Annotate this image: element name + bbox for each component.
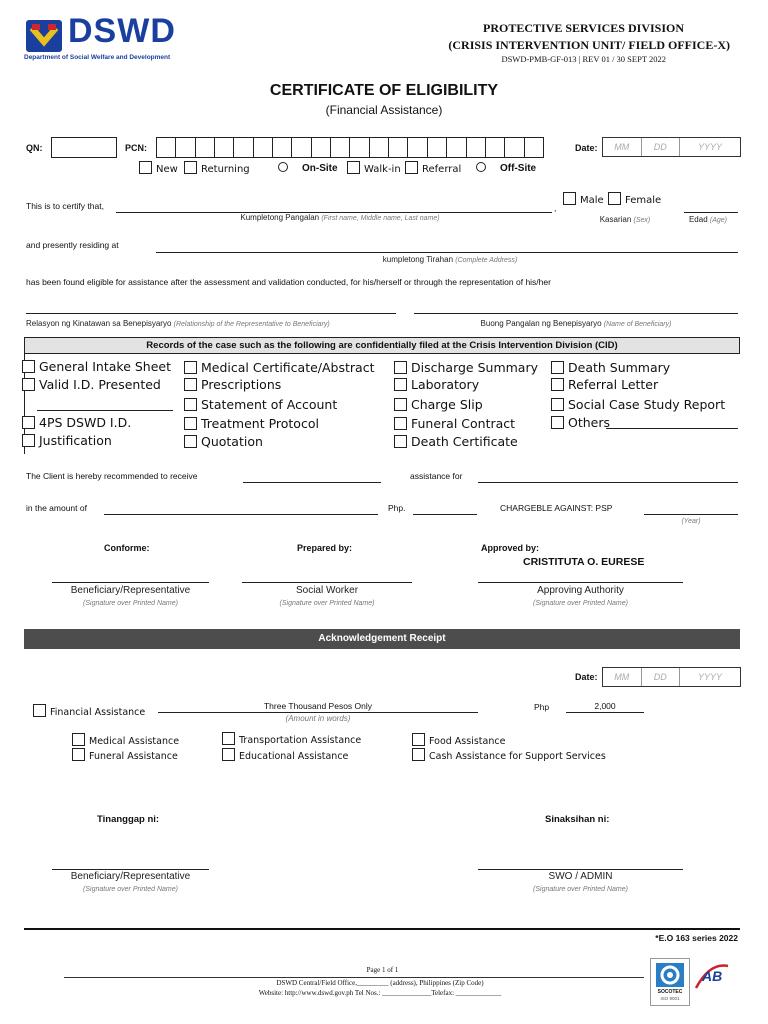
doc-death-summary[interactable]: Death Summary [551, 360, 670, 375]
date-label: Date: [575, 143, 598, 153]
approved-signature-line[interactable] [478, 582, 683, 583]
checkbox-icon [22, 360, 35, 373]
receipt-amount-line[interactable] [566, 712, 644, 713]
logo-subtitle: Department of Social Welfare and Development [24, 54, 171, 61]
footer-divider [24, 928, 740, 930]
amount-in-words-value: Three Thousand Pesos Only [263, 701, 373, 711]
checkbox-icon [139, 161, 152, 174]
food-assistance-checkbox[interactable]: Food Assistance [412, 733, 505, 747]
approver-name: CRISTITUTA O. EURESE [523, 556, 645, 568]
year-line[interactable] [644, 514, 738, 515]
checkbox-icon [184, 417, 197, 430]
date-input[interactable] [602, 137, 741, 157]
doc-statement-of-account[interactable]: Statement of Account [184, 397, 337, 412]
year-caption: (Year) [681, 518, 701, 525]
checkbox-icon [222, 748, 235, 761]
beneficiary-name-line[interactable] [414, 313, 738, 314]
checkbox-icon [394, 417, 407, 430]
footer-address-divider [64, 977, 644, 978]
doc-referral-letter[interactable]: Referral Letter [551, 377, 658, 392]
doc-others[interactable]: Others [551, 415, 610, 430]
division-title: PROTECTIVE SERVICES DIVISION [483, 21, 684, 35]
receipt-date-yyyy: YYYY [679, 668, 740, 686]
eligible-text: has been found eligible for assistance after the assessment and validation conducted, for his/herself or through the representation of his/her [26, 277, 551, 287]
date-yyyy: YYYY [679, 138, 740, 156]
checkbox-icon [394, 378, 407, 391]
conforme-signature-line[interactable] [52, 582, 209, 583]
client-recommend-text: The Client is hereby recommended to receive [26, 471, 198, 481]
receipt-date-mm: MM [614, 672, 630, 682]
assistance-for-line[interactable] [478, 482, 738, 483]
swo-admin-label: SWO / ADMIN [548, 871, 613, 882]
qn-input[interactable] [51, 137, 117, 158]
referral-checkbox[interactable]: Referral [405, 161, 461, 175]
cash-assistance-checkbox[interactable]: Cash Assistance for Support Services [412, 748, 606, 762]
swo-admin-caption: (Signature over Printed Name) [533, 886, 628, 893]
checkbox-icon [33, 704, 46, 717]
checkbox-icon [347, 161, 360, 174]
checkbox-icon [22, 434, 35, 447]
male-checkbox[interactable]: Male [563, 192, 604, 206]
checkbox-icon [394, 435, 407, 448]
checkbox-icon [22, 416, 35, 429]
doc-prescriptions[interactable]: Prescriptions [184, 377, 281, 392]
pcn-label: PCN: [125, 143, 147, 153]
checkbox-icon [551, 416, 564, 429]
assistance-for-label: assistance for [410, 471, 463, 481]
doc-social-case-study[interactable]: Social Case Study Report [551, 397, 725, 412]
checkbox-icon [184, 378, 197, 391]
doc-medical-certificate[interactable]: Medical Certificate/Abstract [184, 360, 374, 375]
checkbox-icon [222, 732, 235, 745]
checkbox-icon [184, 398, 197, 411]
date-dd: DD [641, 138, 680, 156]
comma: , [554, 203, 557, 213]
amount-in-words-caption: (Amount in words) [285, 714, 351, 723]
checkbox-icon [184, 361, 197, 374]
logo-text: DSWD [68, 12, 176, 50]
financial-assistance-checkbox[interactable]: Financial Assistance [33, 704, 145, 718]
date-mm: MM [614, 142, 630, 152]
doc-treatment-protocol[interactable]: Treatment Protocol [184, 416, 319, 431]
conforme-label: Conforme: [104, 543, 150, 553]
chargeable-label: CHARGEBLE AGAINST: PSP [500, 503, 613, 513]
qn-label: QN: [26, 143, 43, 153]
amount-line[interactable] [104, 514, 378, 515]
checkbox-icon [563, 192, 576, 205]
checkbox-icon [412, 733, 425, 746]
iso-label: ISO 9001 [660, 996, 680, 1001]
age-caption: Edad (Age) [688, 215, 728, 224]
assistance-type-line[interactable] [243, 482, 381, 483]
radio-icon [278, 162, 288, 172]
valid-id-line[interactable] [37, 410, 173, 411]
office-address: DSWD Central/Field Office,_________ (address), Philippines (Zip Code) [276, 979, 484, 987]
walk-in-checkbox[interactable]: Walk-in [347, 161, 401, 175]
contact-info: Website: http://www.dswd.gov.ph Tel Nos.: ______________Telefax: _____________ [258, 989, 502, 997]
ab-label: AB [702, 968, 723, 984]
checkbox-icon [184, 161, 197, 174]
doc-valid-id[interactable]: Valid I.D. Presented [22, 377, 161, 392]
socotec-certification-icon [652, 961, 688, 991]
checkbox-icon [412, 748, 425, 761]
doc-justification[interactable]: Justification [22, 433, 112, 448]
doc-death-certificate[interactable]: Death Certificate [394, 434, 518, 449]
php-line[interactable] [413, 514, 477, 515]
approving-authority-sig-caption: (Signature over Printed Name) [533, 600, 628, 607]
age-line[interactable] [684, 212, 738, 213]
pcn-input[interactable] [156, 137, 544, 158]
received-by-label: Tinanggap ni: [97, 814, 160, 825]
prepared-by-label: Prepared by: [297, 543, 353, 553]
dswd-emblem-icon [24, 18, 64, 54]
checkbox-icon [72, 733, 85, 746]
page-number: Page 1 of 1 [366, 966, 399, 974]
checkbox-icon [72, 748, 85, 761]
receipt-date-input[interactable] [602, 667, 741, 687]
relationship-line[interactable] [26, 313, 396, 314]
on-site-radio[interactable]: On-Site [278, 162, 338, 174]
form-code: DSWD-PMB-GF-013 | REV 01 / 30 SEPT 2022 [501, 54, 666, 64]
checkbox-icon [551, 378, 564, 391]
doc-general-intake[interactable]: General Intake Sheet [22, 359, 171, 374]
receipt-beneficiary-line[interactable] [52, 869, 209, 870]
receipt-amount-value: 2,000 [594, 701, 616, 711]
checkbox-icon [184, 435, 197, 448]
checkbox-icon [22, 378, 35, 391]
relationship-caption: Relasyon ng Kinatawan sa Benepisyaryo (Relationship of the Representative to Beneficiary) [26, 319, 330, 328]
address-caption: kumpletong Tirahan (Complete Address) [382, 255, 518, 264]
checkbox-icon [394, 361, 407, 374]
witnessed-by-label: Sinaksihan ni: [545, 814, 610, 825]
page-title: CERTIFICATE OF ELIGIBILITY [269, 82, 499, 99]
approved-by-label: Approved by: [481, 543, 540, 553]
php-label: Php. [388, 503, 406, 513]
records-header: Records of the case such as the following are confidentially filed at the Crisis Intervention Division (CID) [24, 337, 740, 354]
receipt-date-label: Date: [575, 672, 598, 682]
certify-intro: This is to certify that, [26, 201, 104, 211]
funeral-assistance-checkbox[interactable]: Funeral Assistance [72, 748, 178, 762]
medical-assistance-checkbox[interactable]: Medical Assistance [72, 733, 179, 747]
educational-assistance-checkbox[interactable]: Educational Assistance [222, 748, 348, 762]
doc-laboratory[interactable]: Laboratory [394, 377, 479, 392]
social-worker-sig-caption: (Signature over Printed Name) [279, 600, 375, 607]
checkbox-icon [551, 398, 564, 411]
dswd-logo [24, 12, 199, 64]
receipt-beneficiary-caption: (Signature over Printed Name) [83, 886, 178, 893]
swo-admin-line[interactable] [478, 869, 683, 870]
doc-discharge-summary[interactable]: Discharge Summary [394, 360, 538, 375]
doc-quotation[interactable]: Quotation [184, 434, 263, 449]
transportation-assistance-checkbox[interactable]: Transportation Assistance [222, 732, 361, 746]
others-line[interactable] [606, 428, 738, 429]
checkbox-icon [608, 192, 621, 205]
doc-4ps-id[interactable]: 4PS DSWD I.D. [22, 415, 131, 430]
female-checkbox[interactable]: Female [608, 192, 661, 206]
beneficiary-caption: Buong Pangalan ng Benepisyaryo (Name of Beneficiary) [480, 319, 672, 328]
page-subtitle: (Financial Assistance) [325, 103, 443, 117]
ab-badge [692, 958, 732, 1004]
socotec-label: SOCOTEC [657, 989, 683, 995]
amount-label: in the amount of [26, 503, 87, 513]
residing-label: and presently residing at [26, 240, 119, 250]
receipt-php-label: Php [534, 702, 550, 712]
receipt-header: Acknowledgement Receipt [24, 629, 740, 649]
returning-checkbox[interactable]: Returning [184, 161, 250, 175]
social-worker-sig-label: Social Worker [295, 585, 359, 596]
radio-icon [476, 162, 486, 172]
doc-funeral-contract[interactable]: Funeral Contract [394, 416, 515, 431]
amount-in-words-line[interactable] [158, 712, 478, 713]
socotec-badge [650, 958, 690, 1006]
receipt-date-dd: DD [641, 668, 680, 686]
address-line[interactable] [156, 252, 738, 253]
checkbox-icon [394, 398, 407, 411]
sex-caption: Kasarian (Sex) [599, 215, 651, 224]
beneficiary-sig-caption: (Signature over Printed Name) [83, 600, 178, 607]
receipt-beneficiary-label: Beneficiary/Representative [70, 871, 191, 882]
doc-charge-slip[interactable]: Charge Slip [394, 397, 483, 412]
off-site-radio[interactable]: Off-Site [476, 162, 536, 174]
checkbox-icon [551, 361, 564, 374]
approving-authority-sig-label: Approving Authority [537, 585, 624, 596]
unit-title: (CRISIS INTERVENTION UNIT/ FIELD OFFICE-X) [448, 38, 730, 52]
eo-note: *E.O 163 series 2022 [655, 933, 738, 943]
name-caption: Kumpletong Pangalan (First name, Middle name, Last name) [240, 213, 440, 222]
new-checkbox[interactable]: New [139, 161, 178, 175]
prepared-signature-line[interactable] [242, 582, 412, 583]
beneficiary-sig-label: Beneficiary/Representative [70, 585, 191, 596]
checkbox-icon [405, 161, 418, 174]
